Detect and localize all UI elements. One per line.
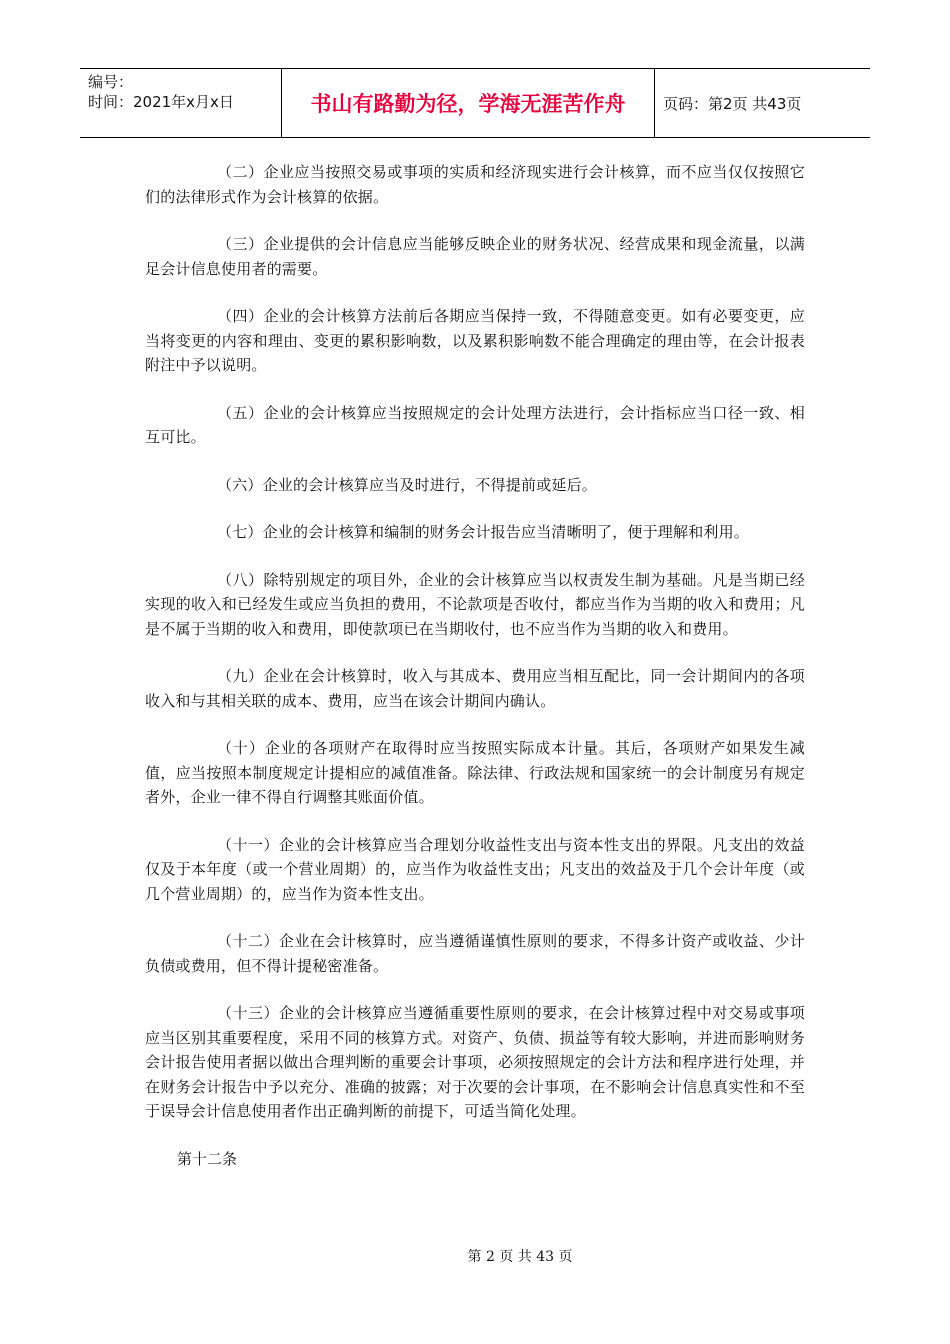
page-footer: 第 2 页 共 43 页 bbox=[467, 1249, 573, 1265]
header-motto: 书山有路勤为径，学海无涯苦作舟 bbox=[282, 69, 655, 137]
article-heading: 第十二条 bbox=[177, 1149, 238, 1168]
paragraph-7: （七）企业的会计核算和编制的财务会计报告应当清晰明了，便于理解和利用。 bbox=[217, 523, 750, 541]
paragraph-2: （二）企业应当按照交易或事项的实质和经济现实进行会计核算，而不应当仅仅按照它们的法律形式作为会计核算的依据。 bbox=[145, 163, 805, 206]
paragraph-6: （六）企业的会计核算应当及时进行，不得提前或延后。 bbox=[217, 475, 598, 494]
paragraph-4: （四）企业的会计核算方法前后各期应当保持一致，不得随意变更。如有必要变更，应当将变更的内容和理由、变更的累积影响数，以及累积影响数不能合理确定的理由等，在会计报表附注中予以说明。 bbox=[145, 307, 805, 374]
document-time: 时间：2021年x月x日 bbox=[88, 93, 234, 111]
paragraph-5: （五）企业的会计核算应当按照规定的会计处理方法进行，会计指标应当口径一致、相互可比。 bbox=[145, 403, 805, 446]
document-body bbox=[145, 160, 805, 1171]
paragraph-13: （十三）企业的会计核算应当遵循重要性原则的要求，在会计核算过程中对交易或事项应当区别其重要程度，采用不同的核算方式。对资产、负债、损益等有较大影响，并进而影响财务会计报告使用者据以做出合理判断的重要会计事项，必须按照规定的会计方法和程序进行处理，并在财务会计报告中予以充分、准确的披露；对于次要的会计事项，在不影响会计信息真实性和不至于误导会计信息使用者作出正确判断的前提下，可适当简化处理。 bbox=[145, 1004, 805, 1120]
paragraph-3: （三）企业提供的会计信息应当能够反映企业的财务状况、经营成果和现金流量，以满足会计信息使用者的需要。 bbox=[145, 235, 805, 278]
document-number: 编号： bbox=[88, 73, 134, 91]
paragraph-11: （十一）企业的会计核算应当合理划分收益性支出与资本性支出的界限。凡支出的效益仅及于本年度（或一个营业周期）的，应当作为收益性支出；凡支出的效益及于几个会计年度（或几个营业周期）的，应当作为资本性支出。 bbox=[145, 835, 805, 903]
header-meta bbox=[80, 69, 282, 137]
paragraph-9: （九）企业在会计核算时，收入与其成本、费用应当相互配比，同一会计期间内的各项收入和与其相关联的成本、费用，应当在该会计期间内确认。 bbox=[145, 667, 805, 710]
paragraph-8: （八）除特别规定的项目外，企业的会计核算应当以权责发生制为基础。凡是当期已经实现的收入和已经发生或应当负担的费用，不论款项是否收付，都应当作为当期的收入和费用；凡是不属于当期的收入和费用，即使款项已在当期收付，也不应当作为当期的收入和费用。 bbox=[145, 570, 805, 638]
paragraph-12: （十二）企业在会计核算时，应当遵循谨慎性原则的要求，不得多计资产或收益、少计负债或费用，但不得计提秘密准备。 bbox=[145, 932, 805, 975]
paragraph-10: （十）企业的各项财产在取得时应当按照实际成本计量。其后，各项财产如果发生减值，应当按照本制度规定计提相应的减值准备。除法律、行政法规和国家统一的会计制度另有规定者外，企业一律不得自行调整其账面价值。 bbox=[145, 739, 805, 806]
header-page-info: 页码：第2页 共43页 bbox=[663, 94, 802, 113]
page-header bbox=[80, 68, 870, 138]
